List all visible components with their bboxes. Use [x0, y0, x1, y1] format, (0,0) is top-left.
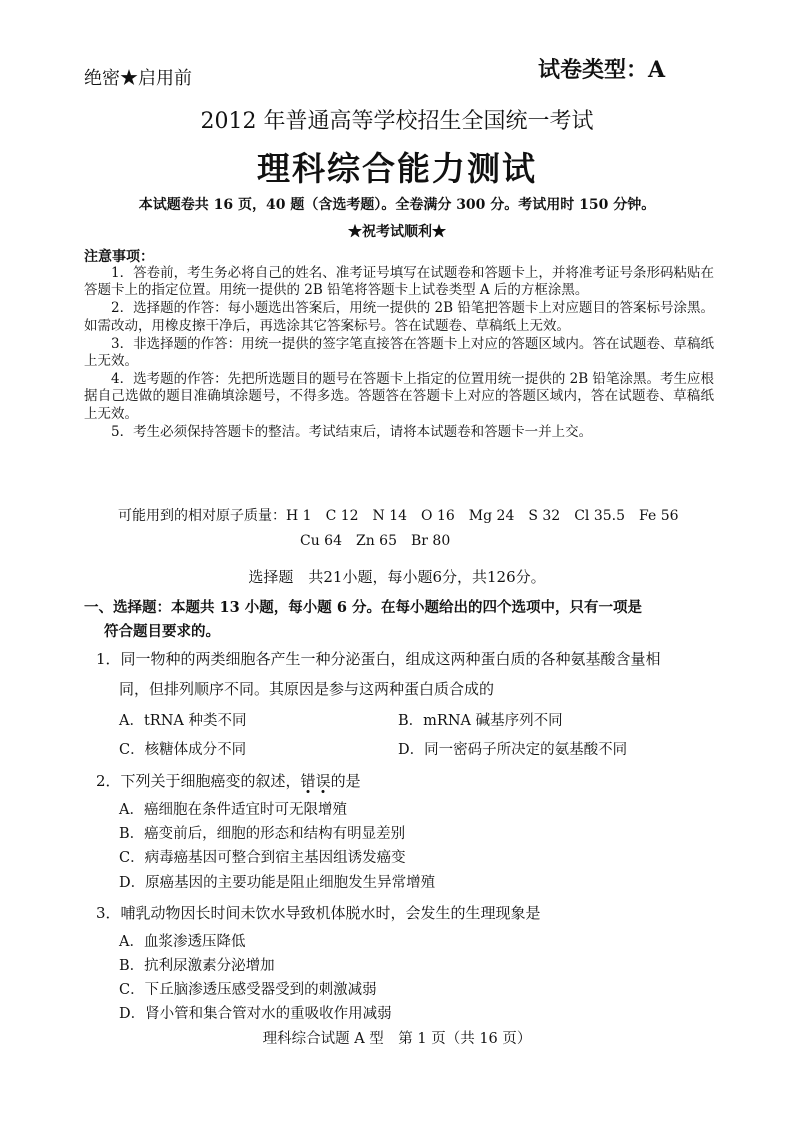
atomic-masses-line-1: 可能用到的相对原子质量：H 1 C 12 N 14 O 16 Mg 24 S 32 Cl 35.5 Fe 56: [118, 508, 679, 524]
question-3-option-d: D．肾小管和集合管对水的重吸收作用减弱: [119, 1006, 392, 1022]
question-2-emphasis: 错 误: [301, 772, 331, 790]
question-1-stem: 1．同一物种的两类细胞各产生一种分泌蛋白，组成这两种蛋白质的各种氨基酸含量相: [96, 650, 661, 668]
exam-summary: 本试题卷共 16 页，40 题（含选考题）。全卷满分 300 分。考试用时 150 分钟。: [138, 197, 656, 213]
question-2-option-d: D．原癌基因的主要功能是阻止细胞发生异常增殖: [119, 875, 436, 891]
question-2-stem-post: 的是: [330, 772, 361, 790]
note-item-3: 3．非选择题的作答：用统一提供的签字笔直接答在答题卡上对应的答题区域内。答在试题卷、草稿纸上无效。: [84, 335, 714, 370]
question-2-option-c: C．病毒癌基因可整合到宿主基因组诱发癌变: [119, 850, 406, 866]
choice-section-header: 选择题 共21小题，每小题6分，共126分。: [248, 568, 546, 586]
page-footer: 理科综合试题 A 型 第 1 页（共 16 页）: [262, 1031, 532, 1047]
note-item-4: 4．选考题的作答：先把所选题目的题号在答题卡上指定的位置用统一提供的 2B 铅笔涂黑。考生应根据自己选做的题目准确填涂题号，不得多选。答题答在答题卡上对应的答题区域内，答在试题卷、草稿纸上无效。: [84, 370, 714, 422]
paper-type-label: 试卷类型：A: [538, 57, 666, 83]
note-item-1: 1．答卷前，考生务必将自己的姓名、准考证号填写在试题卷和答题卡上，并将准考证号条形码粘贴在答题卡上的指定位置。用统一提供的 2B 铅笔将答题卡上试卷类型 A 后的方框涂黑。: [84, 265, 714, 299]
question-1-option-d: D．同一密码子所决定的氨基酸不同: [398, 742, 628, 758]
section-1-instructions-cont: 符合题目要求的。: [104, 623, 220, 640]
good-luck-banner: ★祝考试顺利★: [348, 224, 446, 240]
notes-heading: 注意事项：: [84, 249, 154, 265]
confidential-label: 绝密★启用前: [84, 68, 192, 89]
question-3-option-c: C．下丘脑渗透压感受器受到的刺激减弱: [119, 982, 377, 998]
notes-list: [84, 265, 714, 442]
note-item-5: 5．考生必须保持答题卡的整洁。考试结束后，请将本试题卷和答题卡一并上交。: [111, 423, 593, 440]
question-2-option-b: B．癌变前后，细胞的形态和结构有明显差别: [119, 826, 406, 842]
question-1-option-c: C．核糖体成分不同: [119, 742, 247, 758]
question-1-stem-cont: 同，但排列顺序不同。其原因是参与这两种蛋白质合成的: [119, 680, 495, 698]
question-2-stem: [96, 770, 361, 791]
question-2-option-a: A．癌细胞在条件适宜时可无限增殖: [119, 802, 347, 818]
question-2-stem-pre: 2．下列关于细胞癌变的叙述，: [96, 772, 301, 790]
question-1-option-a: A．tRNA 种类不同: [119, 713, 247, 729]
note-item-2: 2．选择题的作答：每小题选出答案后，用统一提供的 2B 铅笔把答题卡上对应题目的答案标号涂黑。如需改动，用橡皮擦干净后，再选涂其它答案标号。答在试题卷、草稿纸上无效。: [84, 300, 714, 334]
question-3-stem: 3．哺乳动物因长时间未饮水导致机体脱水时，会发生的生理现象是: [96, 904, 541, 922]
question-3-option-a: A．血浆渗透压降低: [119, 934, 246, 950]
main-title: 理科综合能力测试: [257, 149, 537, 188]
exam-title: 2012 年普通高等学校招生全国统一考试: [200, 109, 594, 134]
section-1-instructions: 一、选择题：本题共 13 小题，每小题 6 分。在每小题给出的四个选项中，只有一项是: [84, 599, 642, 616]
question-3-option-b: B．抗利尿激素分泌增加: [119, 958, 275, 974]
question-1-option-b: B．mRNA 碱基序列不同: [398, 713, 563, 729]
atomic-masses-line-2: Cu 64 Zn 65 Br 80: [300, 533, 451, 549]
